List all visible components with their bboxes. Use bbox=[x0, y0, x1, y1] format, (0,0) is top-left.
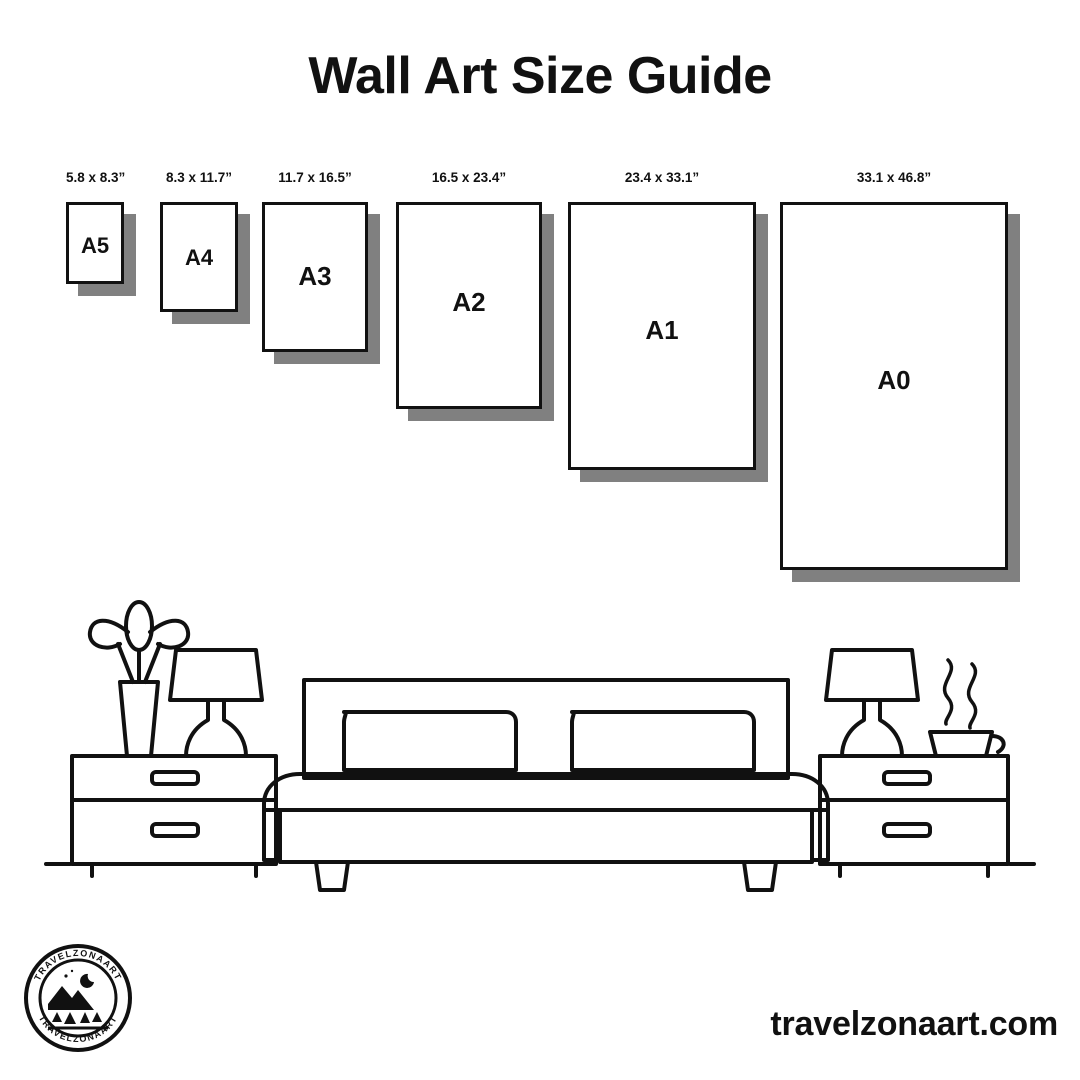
frame-dimensions-label: 11.7 x 16.5” bbox=[278, 170, 352, 185]
frame-box-a5 bbox=[66, 202, 124, 284]
frame-box-a3 bbox=[262, 202, 368, 352]
bed-icon bbox=[264, 680, 828, 890]
frame-dimensions-label: 23.4 x 33.1” bbox=[624, 170, 700, 185]
logo-text-bottom: TRAVELZONAART bbox=[36, 1013, 120, 1045]
nightstand-left-icon bbox=[72, 756, 276, 876]
frame-group-a0 bbox=[780, 170, 1008, 580]
frame-group-a5 bbox=[66, 170, 124, 290]
table-lamp-left-icon bbox=[170, 650, 262, 756]
frame-name-label: A2 bbox=[452, 287, 486, 317]
bedroom-scene bbox=[0, 560, 1080, 900]
website-url: travelzonaart.com bbox=[770, 1005, 1058, 1043]
brand-logo bbox=[18, 938, 138, 1058]
frame-group-a3 bbox=[262, 170, 368, 360]
coffee-cup-icon bbox=[920, 660, 1004, 756]
frame-box-a1 bbox=[568, 202, 756, 470]
frame-group-a4 bbox=[160, 170, 238, 320]
frame-dimensions-label: 8.3 x 11.7” bbox=[165, 170, 233, 185]
frame-dimensions-label: 5.8 x 8.3” bbox=[66, 170, 126, 185]
frame-box-a0 bbox=[780, 202, 1008, 570]
frame-box-a4 bbox=[160, 202, 238, 312]
nightstand-right-icon bbox=[820, 756, 1008, 876]
frame-group-a1 bbox=[568, 170, 756, 480]
table-lamp-right-icon bbox=[826, 650, 918, 756]
frame-dimensions-label: 33.1 x 46.8” bbox=[856, 170, 932, 185]
logo-text-top: TRAVELZONAART bbox=[32, 947, 124, 983]
page-title: Wall Art Size Guide bbox=[308, 47, 772, 105]
frame-name-label: A1 bbox=[645, 315, 679, 345]
frame-group-a2 bbox=[396, 170, 542, 420]
frame-name-label: A4 bbox=[184, 245, 214, 270]
frame-name-label: A5 bbox=[80, 233, 110, 258]
frame-box-a2 bbox=[396, 202, 542, 409]
frame-dimensions-label: 16.5 x 23.4” bbox=[431, 170, 507, 185]
frame-size-row bbox=[0, 170, 1080, 590]
frame-name-label: A0 bbox=[877, 365, 911, 395]
frame-name-label: A3 bbox=[298, 261, 332, 291]
